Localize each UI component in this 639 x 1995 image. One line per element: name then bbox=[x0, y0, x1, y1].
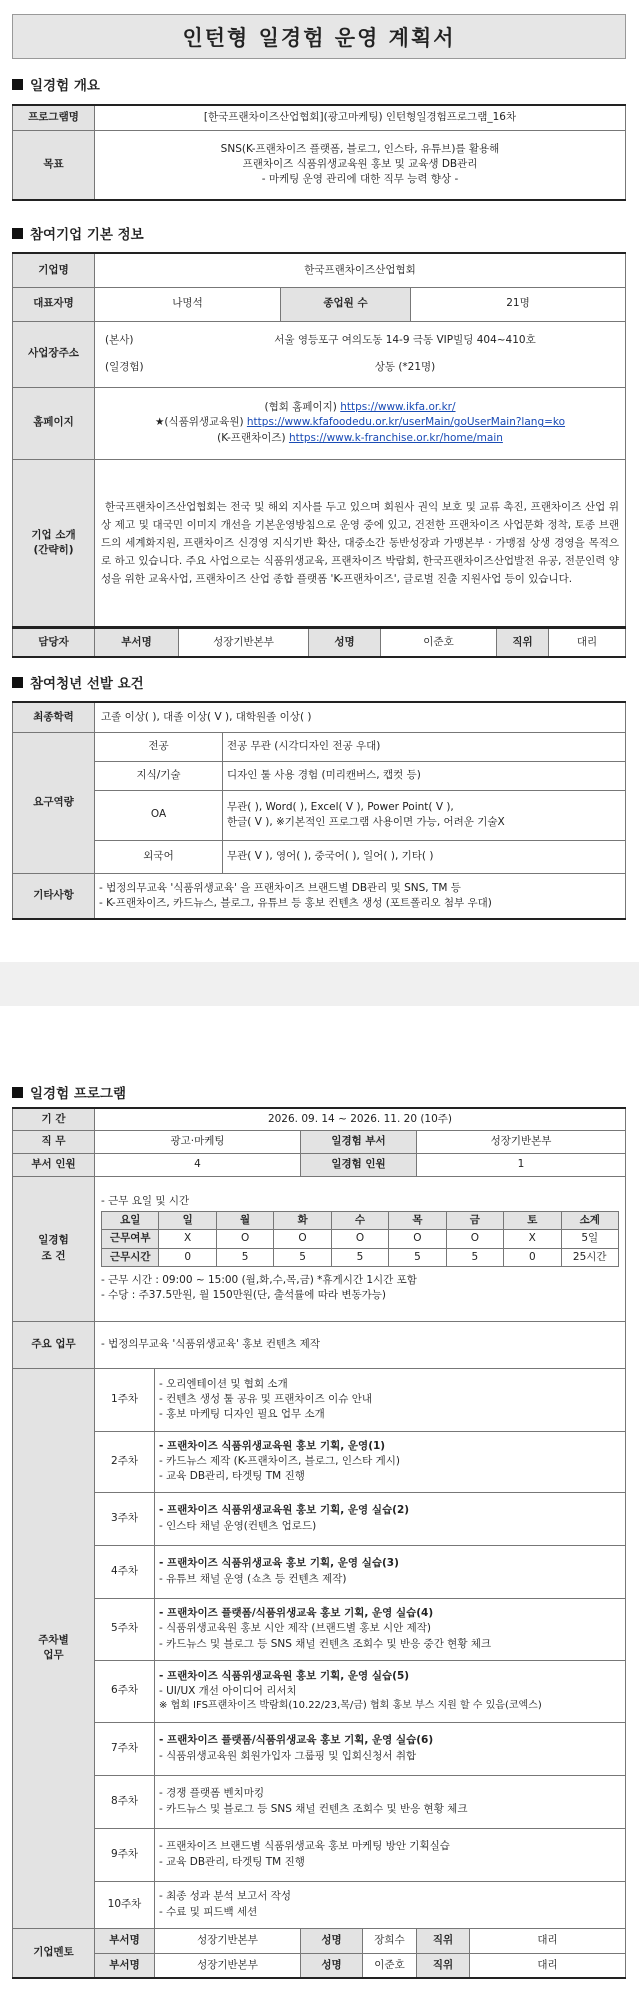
job-value: 광고·마케팅 bbox=[95, 1130, 301, 1153]
week-row-6 bbox=[13, 1660, 626, 1722]
square-bullet-icon bbox=[12, 1087, 23, 1098]
section-youth-heading: 참여청년 선발 요건 bbox=[12, 672, 144, 692]
square-bullet-icon bbox=[12, 677, 23, 688]
goal-label: 목표 bbox=[13, 130, 95, 200]
week-label: 7주차 bbox=[95, 1722, 155, 1775]
education-label: 최종학력 bbox=[13, 702, 95, 732]
dept-staff-label: 부서 인원 bbox=[13, 1153, 95, 1176]
mentor-dept-label: 부서명 bbox=[95, 1928, 155, 1953]
week-row-7 bbox=[13, 1722, 626, 1775]
youth-requirements-table bbox=[12, 701, 626, 920]
week-tasks: - 프랜차이즈 플랫폼/식품위생교육 홍보 기획, 운영 실습(4) - 식품위생교육원 홍보 시안 제작 (브랜드별 홍보 시안 제작) - 카드뉴스 및 블로그 등 SNS 채널 컨텐츠 조회수 및 반응 중간 현황 체크 bbox=[155, 1598, 626, 1660]
week-label: 4주차 bbox=[95, 1545, 155, 1598]
work-dept-label: 일경험 부서 bbox=[301, 1130, 417, 1153]
required-skills-label: 요구역량 bbox=[13, 732, 95, 873]
work-conditions-label: 일경험 조 건 bbox=[13, 1176, 95, 1321]
square-bullet-icon bbox=[12, 228, 23, 239]
week-label: 2주차 bbox=[95, 1431, 155, 1492]
food-hygiene-edu-link[interactable]: https://www.kfafoodedu.or.kr/userMain/goUserMain?lang=ko bbox=[246, 416, 566, 429]
page-1 bbox=[0, 0, 639, 962]
week-row-2 bbox=[13, 1431, 626, 1492]
week-tasks: - 경쟁 플랫폼 벤치마킹 - 카드뉴스 및 블로그 등 SNS 채널 컨텐츠 조회수 및 반응 현황 체크 bbox=[155, 1775, 626, 1828]
company-name-label: 기업명 bbox=[13, 253, 95, 287]
manager-table bbox=[12, 627, 626, 658]
mentor-row-2 bbox=[13, 1953, 626, 1978]
period-label: 기 간 bbox=[13, 1108, 95, 1130]
manager-name-label: 성명 bbox=[309, 628, 381, 657]
mentor-dept-value: 성장기반본부 bbox=[155, 1928, 301, 1953]
week-tasks: - 최종 성과 분석 보고서 작성 - 수료 및 피드백 세션 bbox=[155, 1881, 626, 1928]
week-tasks: - 프랜차이즈 식품위생교육원 홍보 기획, 운영 실습(5) - UI/UX 개선 아이디어 리서치 ※ 협회 IFS프랜차이즈 박람회(10.22/23,목/금) 협회 홍보 부스 지원 할 수 있음(코엑스) bbox=[155, 1660, 626, 1722]
page-gap bbox=[0, 962, 639, 1006]
schedule-row-hours: 근무시간 0 5 5 5 5 5 0 25시간 bbox=[102, 1248, 619, 1266]
week-tasks: - 프랜차이즈 식품위생교육원 홍보 기획, 운영 실습(2) - 인스타 채널 운영(컨텐츠 업로드) bbox=[155, 1492, 626, 1545]
week-label: 1주차 bbox=[95, 1368, 155, 1431]
address-work-label: (일경험) bbox=[105, 361, 144, 373]
program-name-value: [한국프랜차이즈산업협회](광고마케팅) 인턴형일경험프로그램_16차 bbox=[95, 105, 626, 130]
intern-count-label: 일경험 인원 bbox=[301, 1153, 417, 1176]
address-label: 사업장주소 bbox=[13, 321, 95, 387]
week-row-9 bbox=[13, 1828, 626, 1881]
week-label: 5주차 bbox=[95, 1598, 155, 1660]
week-row-10 bbox=[13, 1881, 626, 1928]
work-dept-value: 성장기반본부 bbox=[417, 1130, 626, 1153]
knowledge-skill-value: 디자인 툴 사용 경험 (미리캔버스, 캡컷 등) bbox=[223, 761, 626, 790]
program-table bbox=[12, 1107, 626, 1979]
address-work-value: 상동 (*21명) bbox=[374, 361, 436, 373]
week-label: 10주차 bbox=[95, 1881, 155, 1928]
company-table bbox=[12, 252, 626, 628]
goal-value: SNS(K-프랜차이즈 플랫폼, 블로그, 인스타, 유튜브)를 활용해 프랜차이즈 식품위생교육원 홍보 및 교육생 DB관리 - 마케팅 운영 관리에 대한 직무 능력 향상 - bbox=[95, 130, 626, 200]
week-row-4 bbox=[13, 1545, 626, 1598]
mentor-position-value: 대리 bbox=[470, 1928, 626, 1953]
manager-position-value: 대리 bbox=[549, 628, 626, 657]
address-hq-value: 서울 영등포구 여의도동 14-9 극동 VIP빌딩 404~410호 bbox=[274, 333, 536, 346]
week-tasks: - 프랜차이즈 플랫폼/식품위생교육 홍보 기획, 운영 실습(6) - 식품위생교육원 회원가입자 그룹핑 및 입회신청서 취합 bbox=[155, 1722, 626, 1775]
week-row-5 bbox=[13, 1598, 626, 1660]
manager-position-label: 직위 bbox=[497, 628, 549, 657]
overview-table bbox=[12, 104, 626, 201]
manager-dept-label: 부서명 bbox=[95, 628, 179, 657]
employee-count-value: 21명 bbox=[411, 287, 626, 321]
foreign-language-value: 무관( V ), 영어( ), 중국어( ), 일어( ), 기타( ) bbox=[223, 840, 626, 873]
week-tasks: - 프랜차이즈 식품위생교육 홍보 기획, 운영 실습(3) - 유튜브 채널 운영 (쇼츠 등 컨텐츠 제작) bbox=[155, 1545, 626, 1598]
mentor-position-label: 직위 bbox=[417, 1928, 470, 1953]
week-tasks: - 프랜차이즈 식품위생교육원 홍보 기획, 운영(1) - 카드뉴스 제작 (K-프랜차이즈, 블로그, 인스타 게시) - 교육 DB관리, 타겟팅 TM 진행 bbox=[155, 1431, 626, 1492]
mentor-name-label: 성명 bbox=[301, 1953, 363, 1978]
major-value: 전공 무관 (시각디자인 전공 우대) bbox=[223, 732, 626, 761]
document-title: 인턴형 일경험 운영 계획서 bbox=[12, 14, 626, 59]
week-label: 9주차 bbox=[95, 1828, 155, 1881]
mentor-position-label: 직위 bbox=[417, 1953, 470, 1978]
week-row-3 bbox=[13, 1492, 626, 1545]
manager-dept-value: 성장기반본부 bbox=[179, 628, 309, 657]
main-duty-label: 주요 업무 bbox=[13, 1321, 95, 1368]
mentor-row-1 bbox=[13, 1928, 626, 1953]
other-notes-label: 기타사항 bbox=[13, 873, 95, 919]
square-bullet-icon bbox=[12, 79, 23, 90]
weekly-duties-label: 주차별 업무 bbox=[13, 1368, 95, 1928]
manager-label: 담당자 bbox=[13, 628, 95, 657]
foreign-language-label: 외국어 bbox=[95, 840, 223, 873]
work-conditions-value: - 근무 요일 및 시간 요일 일 월 화 수 목 금 토 소계 근무여부 X O O O O O X 5일 근무시간 0 5 5 5 5 5 0 25시간 - 근무 시간 : 09:00 ~ 15:00 (월,화,수,목,금) *휴게시간 1시간 포함 - 수당 : 주37.5만원, 월 150만원(단, 출석률에 따라 변동가능) bbox=[95, 1176, 626, 1321]
other-notes-value: - 법정의무교육 '식품위생교육' 을 프랜차이즈 브랜드별 DB관리 및 SNS, TM 등 - K-프랜차이즈, 카드뉴스, 블로그, 유튜브 등 홍보 컨텐츠 생성 (포트폴리오 첨부 우대) bbox=[95, 873, 626, 919]
mentor-name-value: 이준호 bbox=[363, 1953, 417, 1978]
week-tasks: - 프랜차이즈 브랜드별 식품위생교육 홍보 마케팅 방안 기획실습 - 교육 DB관리, 타겟팅 TM 진행 bbox=[155, 1828, 626, 1881]
knowledge-skill-label: 지식/기술 bbox=[95, 761, 223, 790]
main-duty-value: - 법정의무교육 '식품위생교육' 홍보 컨텐츠 제작 bbox=[95, 1321, 626, 1368]
employee-count-label: 종업원 수 bbox=[281, 287, 411, 321]
program-name-label: 프로그램명 bbox=[13, 105, 95, 130]
company-name-value: 한국프랜차이즈산업협회 bbox=[95, 253, 626, 287]
company-intro-label: 기업 소개 (간략히) bbox=[13, 459, 95, 627]
association-homepage-link[interactable]: https://www.ikfa.or.kr/ bbox=[340, 401, 456, 414]
mentor-position-value: 대리 bbox=[470, 1953, 626, 1978]
intern-count-value: 1 bbox=[417, 1153, 626, 1176]
week-row-1 bbox=[13, 1368, 626, 1431]
week-label: 6주차 bbox=[95, 1660, 155, 1722]
oa-label: OA bbox=[95, 790, 223, 840]
company-intro-text: 한국프랜차이즈산업협회는 전국 및 해외 지사를 두고 있으며 회원사 권익 보호 및 교류 촉진, 프랜차이즈 산업 위상 제고 및 대국민 이미지 개선을 기본운영방침으로 운영 중에 있고, 건전한 프랜차이즈 사업문화 정착, 토종 브랜드의 세계화지원, 프랜차이즈 신경영 지식기반 확산, 대중소간 동반성장과 가맹본부 · 가맹점 상생 경영을 목적으로 하고 있습니다. 주요 사업으로는 식품위생교육, 프랜차이즈 박람회, 한국프랜차이즈산업발전 유공, 전문인력 양성을 위한 교육사업, 프랜차이즈 산업 종합 플랫폼 'K-프랜차이즈', 글로벌 진출 지원사업 등이 있습니다. bbox=[95, 459, 626, 627]
job-label: 직 무 bbox=[13, 1130, 95, 1153]
mentor-dept-label: 부서명 bbox=[95, 1953, 155, 1978]
dept-staff-value: 4 bbox=[95, 1153, 301, 1176]
week-row-8 bbox=[13, 1775, 626, 1828]
period-value: 2026. 09. 14 ~ 2026. 11. 20 (10주) bbox=[95, 1108, 626, 1130]
manager-name-value: 이준호 bbox=[381, 628, 497, 657]
ceo-value: 나명석 bbox=[95, 287, 281, 321]
week-tasks: - 오리엔테이션 및 협회 소개 - 컨텐츠 생성 툴 공유 및 프랜차이즈 이슈 안내 - 홍보 마케팅 디자인 필요 업무 소개 bbox=[155, 1368, 626, 1431]
ceo-label: 대표자명 bbox=[13, 287, 95, 321]
homepage-label: 홈페이지 bbox=[13, 387, 95, 459]
section-program-heading: 일경험 프로그램 bbox=[12, 1082, 126, 1102]
k-franchise-link[interactable]: https://www.k-franchise.or.kr/home/main bbox=[288, 431, 503, 444]
education-value: 고졸 이상( ), 대졸 이상( V ), 대학원졸 이상( ) bbox=[95, 702, 626, 732]
oa-value: 무관( ), Word( ), Excel( V ), Power Point( V ), 한글( V ), ※기본적인 프로그램 사용이면 가능, 어려운 기술X bbox=[223, 790, 626, 840]
week-label: 8주차 bbox=[95, 1775, 155, 1828]
section-company-heading: 참여기업 기본 정보 bbox=[12, 223, 144, 243]
major-label: 전공 bbox=[95, 732, 223, 761]
page-2 bbox=[0, 1006, 639, 1995]
mentor-name-label: 성명 bbox=[301, 1928, 363, 1953]
schedule-row-workdays: 근무여부 X O O O O O X 5일 bbox=[102, 1230, 619, 1248]
section-overview-heading: 일경험 개요 bbox=[12, 74, 100, 94]
week-label: 3주차 bbox=[95, 1492, 155, 1545]
address-hq-label: (본사) bbox=[105, 333, 134, 346]
mentor-label: 기업멘토 bbox=[13, 1928, 95, 1978]
mentor-name-value: 장희수 bbox=[363, 1928, 417, 1953]
homepage-value: (협회 홈페이지) https://www.ikfa.or.kr/ ★(식품위생교육원) https://www.kfafoodedu.or.kr/userMain/goUserMain?lang=ko (K-프랜차이즈) https://www.k-franchise.or.kr/home/main bbox=[95, 387, 626, 459]
schedule-table: 요일 일 월 화 수 목 금 토 소계 근무여부 X O O O O O X 5일 근무시간 0 5 5 5 5 5 0 25시간 bbox=[101, 1211, 619, 1267]
address-value bbox=[95, 321, 626, 387]
mentor-dept-value: 성장기반본부 bbox=[155, 1953, 301, 1978]
